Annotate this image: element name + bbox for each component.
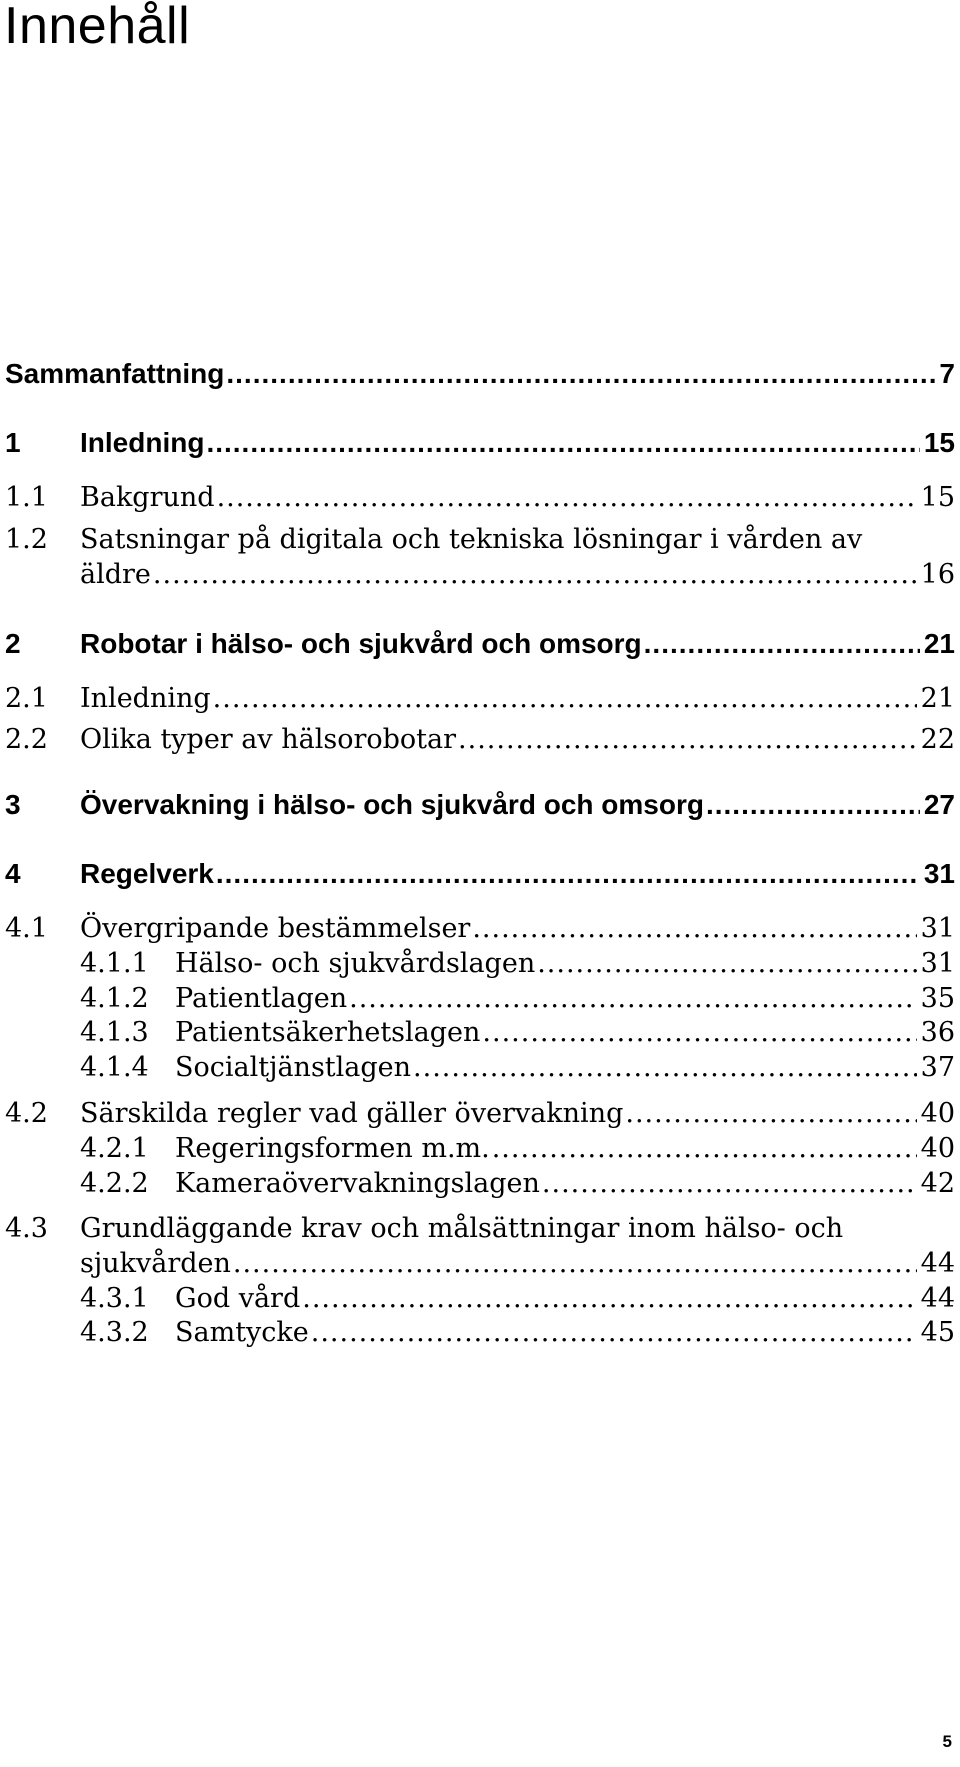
dot-leader bbox=[458, 724, 917, 755]
toc-entry-number: 4.3 bbox=[5, 1213, 48, 1244]
toc-entry-2-1[interactable] bbox=[5, 683, 955, 714]
toc-entry-number: 4.2 bbox=[5, 1098, 48, 1129]
toc-entry-1-2-continuation[interactable] bbox=[5, 559, 955, 590]
dot-leader bbox=[206, 427, 919, 459]
dot-leader bbox=[492, 1133, 917, 1164]
toc-entry-title: Övervakning i hälso- och sjukvård och omsorg bbox=[80, 789, 704, 820]
toc-entry-title: Samtycke bbox=[175, 1317, 309, 1348]
toc-entry-4-3-1[interactable] bbox=[5, 1283, 955, 1314]
toc-entry-page: 16 bbox=[920, 559, 955, 590]
toc-entry-page: 44 bbox=[920, 1283, 955, 1314]
toc-entry-title: God vård bbox=[175, 1283, 301, 1314]
toc-entry-sammanfattning[interactable] bbox=[5, 358, 955, 390]
dot-leader bbox=[413, 1052, 917, 1083]
dot-leader bbox=[537, 948, 916, 979]
toc-entry-title: Patientsäkerhetslagen bbox=[175, 1017, 481, 1048]
toc-entry-page: 15 bbox=[923, 427, 955, 458]
toc-entry-page: 21 bbox=[920, 683, 955, 714]
toc-entry-number: 1 bbox=[5, 427, 21, 458]
dot-leader bbox=[472, 913, 916, 944]
toc-entry-page: 45 bbox=[920, 1317, 955, 1348]
dot-leader bbox=[226, 358, 935, 390]
page-title: Innehåll bbox=[4, 0, 191, 55]
toc-entry-number: 4.3.1 bbox=[80, 1283, 149, 1314]
dot-leader bbox=[349, 983, 917, 1014]
dot-leader bbox=[542, 1168, 917, 1199]
toc-entry-title: Hälso- och sjukvårdslagen bbox=[175, 948, 536, 979]
toc-entry-page: 40 bbox=[920, 1098, 955, 1129]
dot-leader bbox=[216, 858, 920, 890]
toc-entry-4-1-4[interactable] bbox=[5, 1052, 955, 1083]
toc-entry-number: 1.1 bbox=[5, 482, 48, 513]
toc-entry-4-3[interactable] bbox=[5, 1213, 955, 1244]
dot-leader bbox=[311, 1317, 917, 1348]
toc-entry-4-3-continuation[interactable] bbox=[5, 1248, 955, 1279]
dot-leader bbox=[233, 1248, 917, 1279]
toc-entry-number: 4.2.1 bbox=[80, 1133, 149, 1164]
toc-entry-4-1-3[interactable] bbox=[5, 1017, 955, 1048]
toc-entry-4-1-1[interactable] bbox=[5, 948, 955, 979]
toc-entry-title: Patientlagen bbox=[175, 983, 348, 1014]
toc-entry-number: 1.2 bbox=[5, 524, 48, 555]
toc-entry-page: 42 bbox=[920, 1168, 955, 1199]
toc-entry-page: 36 bbox=[920, 1017, 955, 1048]
toc-entry-title: Inledning bbox=[80, 427, 205, 458]
toc-entry-number: 2.1 bbox=[5, 683, 48, 714]
toc-entry-title: Olika typer av hälsorobotar bbox=[80, 724, 457, 755]
dot-leader bbox=[302, 1283, 916, 1314]
toc-entry-3[interactable] bbox=[5, 789, 955, 821]
toc-entry-title: Regeringsformen m.m. bbox=[175, 1133, 490, 1164]
footer-page-number: 5 bbox=[942, 1732, 952, 1751]
dot-leader bbox=[644, 628, 920, 660]
toc-entry-4-1-2[interactable] bbox=[5, 983, 955, 1014]
toc-entry-title: Grundläggande krav och målsättningar inom hälso- och bbox=[80, 1213, 844, 1244]
toc-entry-number: 4.1.3 bbox=[80, 1017, 149, 1048]
toc-entry-title-continuation: äldre bbox=[80, 559, 151, 590]
toc-entry-page: 44 bbox=[920, 1248, 955, 1279]
toc-entry-number: 3 bbox=[5, 789, 21, 820]
toc-entry-number: 4 bbox=[5, 858, 21, 889]
toc-entry-number: 4.3.2 bbox=[80, 1317, 149, 1348]
toc-entry-number: 4.1 bbox=[5, 913, 48, 944]
toc-entry-title: Kameraövervakningslagen bbox=[175, 1168, 540, 1199]
toc-entry-page: 27 bbox=[923, 789, 955, 820]
toc-entry-page: 31 bbox=[920, 913, 955, 944]
toc-entry-number: 2.2 bbox=[5, 724, 48, 755]
toc-entry-4-3-2[interactable] bbox=[5, 1317, 955, 1348]
toc-entry-1-1[interactable] bbox=[5, 482, 955, 513]
toc-entry-2-2[interactable] bbox=[5, 724, 955, 755]
toc-entry-page: 22 bbox=[920, 724, 955, 755]
dot-leader bbox=[482, 1017, 916, 1048]
toc-entry-number: 2 bbox=[5, 628, 21, 659]
dot-leader bbox=[706, 789, 920, 821]
toc-entry-page: 31 bbox=[923, 858, 955, 889]
toc-entry-title: Övergripande bestämmelser bbox=[80, 913, 471, 944]
toc-entry-page: 37 bbox=[920, 1052, 955, 1083]
toc-entry-title: Satsningar på digitala och tekniska lösningar i vården av bbox=[80, 524, 863, 555]
toc-entry-4-2-2[interactable] bbox=[5, 1168, 955, 1199]
toc-entry-4[interactable] bbox=[5, 858, 955, 890]
dot-leader bbox=[217, 482, 917, 513]
toc-entry-title: Särskilda regler vad gäller övervakning bbox=[80, 1098, 624, 1129]
toc-entry-title: Sammanfattning bbox=[5, 358, 225, 389]
toc-entry-title: Robotar i hälso- och sjukvård och omsorg bbox=[80, 628, 642, 659]
toc-entry-4-1[interactable] bbox=[5, 913, 955, 944]
toc-entry-title-continuation: sjukvården bbox=[80, 1248, 231, 1279]
toc-entry-page: 15 bbox=[920, 482, 955, 513]
toc-entry-number: 4.1.1 bbox=[80, 948, 149, 979]
toc-entry-page: 40 bbox=[920, 1133, 955, 1164]
toc-entry-2[interactable] bbox=[5, 628, 955, 660]
toc-entry-4-2-1[interactable] bbox=[5, 1133, 955, 1164]
toc-entry-number: 4.1.2 bbox=[80, 983, 149, 1014]
toc-entry-page: 21 bbox=[923, 628, 955, 659]
dot-leader bbox=[213, 683, 917, 714]
toc-entry-1[interactable] bbox=[5, 427, 955, 459]
toc-entry-1-2[interactable] bbox=[5, 524, 955, 555]
toc-entry-title: Inledning bbox=[80, 683, 211, 714]
toc-entry-title: Socialtjänstlagen bbox=[175, 1052, 412, 1083]
toc-entry-page: 31 bbox=[920, 948, 955, 979]
toc-entry-number: 4.1.4 bbox=[80, 1052, 149, 1083]
toc-entry-page: 35 bbox=[920, 983, 955, 1014]
dot-leader bbox=[625, 1098, 916, 1129]
dot-leader bbox=[153, 559, 917, 590]
toc-entry-number: 4.2.2 bbox=[80, 1168, 149, 1199]
toc-entry-title: Regelverk bbox=[80, 858, 214, 889]
toc-entry-4-2[interactable] bbox=[5, 1098, 955, 1129]
toc-entry-title: Bakgrund bbox=[80, 482, 215, 513]
toc-entry-page: 7 bbox=[939, 358, 955, 389]
